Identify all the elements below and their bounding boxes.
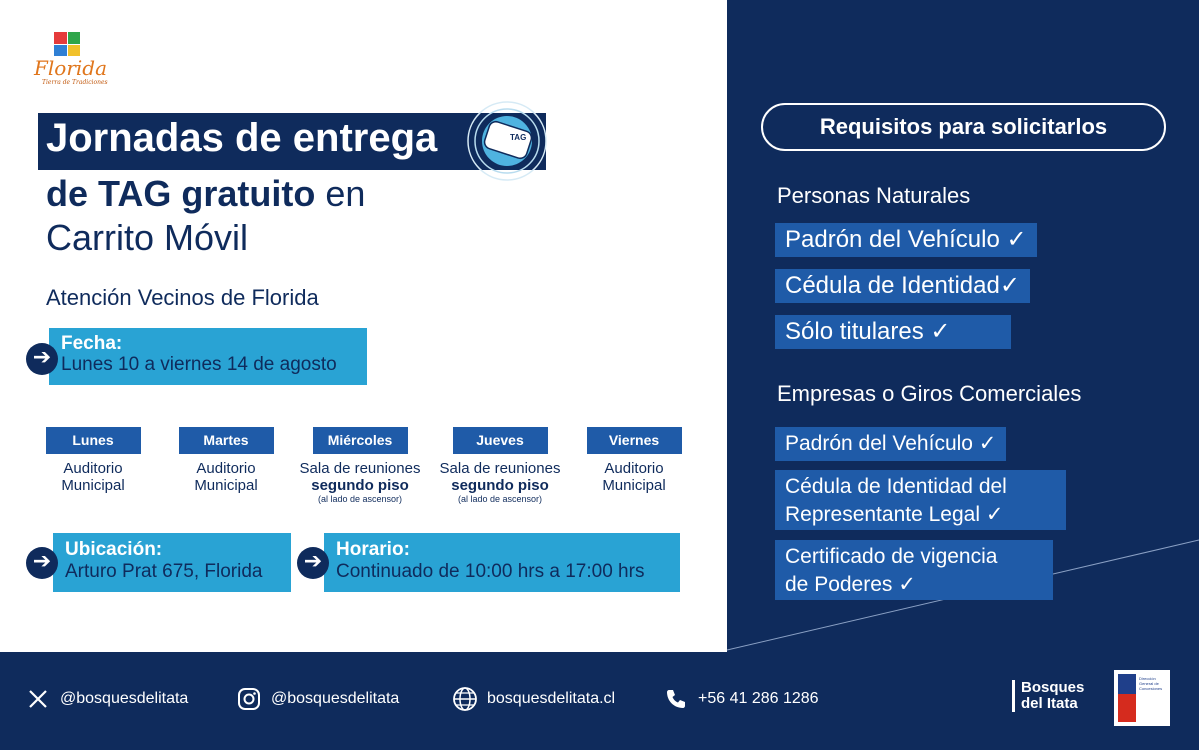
phone-icon xyxy=(662,685,690,713)
day-header: Jueves xyxy=(453,427,548,454)
day-note: (al lado de ascensor) xyxy=(317,494,403,504)
website-url: bosquesdelitata.cl xyxy=(487,690,616,707)
day-header: Viernes xyxy=(587,427,682,454)
title-line-2 xyxy=(46,173,365,215)
brand-line-1: Bosques xyxy=(1021,679,1085,696)
req-item: Padrón del Vehículo ✓ xyxy=(775,427,1006,461)
seal-text: Dirección General de Concesiones xyxy=(1139,676,1163,691)
req-item-multiline xyxy=(775,470,1066,530)
day-header: Martes xyxy=(179,427,274,454)
phone-number: +56 41 286 1286 xyxy=(698,690,819,707)
arrow-right-icon: ➔ xyxy=(297,547,329,579)
req-line: Certificado de vigencia xyxy=(785,545,998,568)
day-location: Auditorio Municipal xyxy=(602,460,666,494)
req-line: Representante Legal ✓ xyxy=(785,503,1004,526)
day-header: Lunes xyxy=(46,427,141,454)
req-item-multiline xyxy=(775,540,1053,600)
fecha-box xyxy=(49,328,367,385)
req-item: Sólo titulares ✓ xyxy=(775,315,1011,349)
day-floor: segundo piso xyxy=(311,477,409,494)
requirements-panel xyxy=(727,0,1199,652)
title-accent xyxy=(30,113,38,170)
req-item: Padrón del Vehículo ✓ xyxy=(775,223,1037,257)
footer-twitter[interactable] xyxy=(24,684,188,714)
ubicacion-label: Ubicación: xyxy=(65,539,163,560)
bosques-del-itata-logo xyxy=(1012,680,1084,712)
fecha-value: Lunes 10 a viernes 14 de agosto xyxy=(61,354,337,375)
footer-web[interactable] xyxy=(451,684,615,714)
title-line-2-bold: de TAG gratuito xyxy=(46,173,316,214)
tag-device-icon xyxy=(466,100,548,182)
section-personas-naturales: Personas Naturales xyxy=(777,183,971,208)
horario-box xyxy=(324,533,680,592)
title-line-1: Jornadas de entrega xyxy=(46,116,438,160)
day-header: Miércoles xyxy=(313,427,408,454)
twitter-handle: @bosquesdelitata xyxy=(60,690,189,707)
requirements-heading: Requisitos para solicitarlos xyxy=(761,103,1166,151)
day-miercoles xyxy=(295,427,425,505)
day-location: Auditorio Municipal xyxy=(194,460,258,494)
title-line-2-rest: en xyxy=(315,173,366,214)
arrow-right-icon: ➔ xyxy=(26,547,58,579)
arrow-right-icon: ➔ xyxy=(26,343,58,375)
x-twitter-icon xyxy=(24,685,52,713)
title-line-3: Carrito Móvil xyxy=(46,217,249,258)
day-lunes xyxy=(28,427,158,494)
instagram-handle: @bosquesdelitata xyxy=(271,690,400,707)
day-floor: segundo piso xyxy=(451,477,549,494)
horario-value: Continuado de 10:00 hrs a 17:00 hrs xyxy=(336,561,645,582)
subtitle: Atención Vecinos de Florida xyxy=(46,285,319,310)
florida-logo xyxy=(30,30,110,90)
government-seal xyxy=(1114,670,1170,726)
day-jueves xyxy=(435,427,565,505)
req-line: Cédula de Identidad del xyxy=(785,475,1007,498)
day-martes xyxy=(161,427,291,494)
seal-red-block xyxy=(1118,694,1136,722)
req-item: Cédula de Identidad✓ xyxy=(775,269,1030,303)
footer-instagram[interactable] xyxy=(235,684,399,714)
globe-icon xyxy=(451,685,479,713)
day-location: Sala de reuniones xyxy=(439,460,561,477)
logo-name: Florida xyxy=(34,56,107,80)
day-location: Sala de reuniones xyxy=(299,460,421,477)
ubicacion-box xyxy=(53,533,291,592)
horario-label: Horario: xyxy=(336,539,410,560)
ubicacion-value: Arturo Prat 675, Florida xyxy=(65,561,263,582)
tag-label: TAG xyxy=(510,133,527,142)
day-location: Auditorio Municipal xyxy=(61,460,125,494)
seal-blue-block xyxy=(1118,674,1136,694)
logo-tagline: Tierra de Tradiciones xyxy=(42,79,108,86)
section-empresas: Empresas o Giros Comerciales xyxy=(777,381,1082,406)
fecha-label: Fecha: xyxy=(61,333,123,354)
req-line: de Poderes ✓ xyxy=(785,573,916,596)
instagram-icon xyxy=(235,685,263,713)
footer-phone[interactable] xyxy=(662,684,819,714)
day-viernes xyxy=(569,427,699,494)
brand-line-2: del Itata xyxy=(1021,695,1078,712)
day-note: (al lado de ascensor) xyxy=(457,494,543,504)
logo-squares-icon xyxy=(54,32,80,56)
